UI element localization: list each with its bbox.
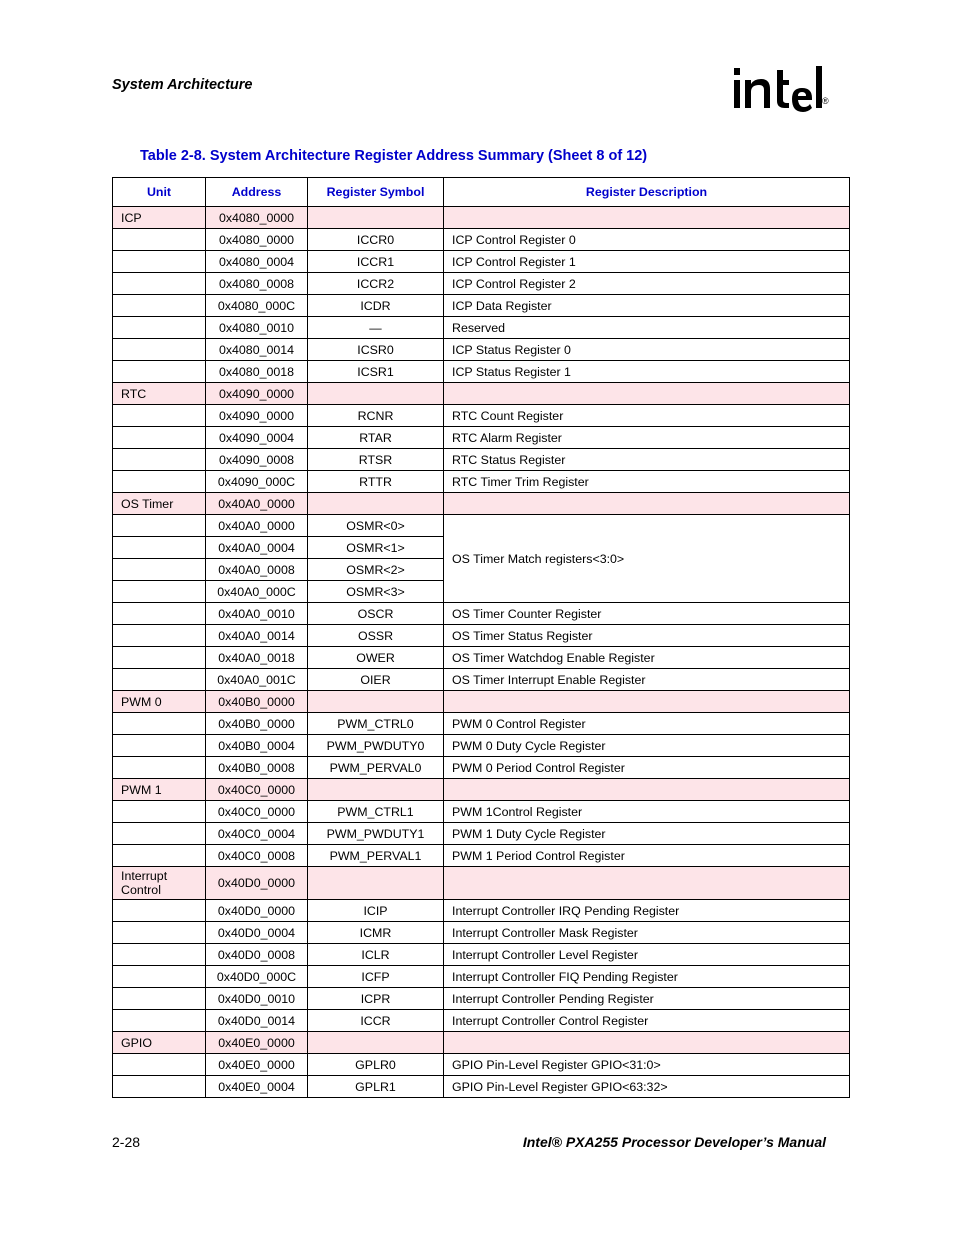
cell-register-symbol: ICCR0 — [308, 229, 444, 251]
cell-unit — [113, 405, 206, 427]
cell-address: 0x4080_0014 — [206, 339, 308, 361]
cell-address: 0x4090_0004 — [206, 427, 308, 449]
table-row — [113, 361, 850, 383]
register-table — [112, 177, 850, 1098]
cell-register-symbol: OSSR — [308, 625, 444, 647]
cell-address: 0x40B0_0000 — [206, 691, 308, 713]
cell-address: 0x40E0_0000 — [206, 1054, 308, 1076]
cell-register-symbol: OWER — [308, 647, 444, 669]
cell-address: 0x4080_0000 — [206, 229, 308, 251]
cell-address: 0x40D0_0008 — [206, 944, 308, 966]
cell-address: 0x40B0_0008 — [206, 757, 308, 779]
table-row — [113, 922, 850, 944]
cell-register-symbol: ICSR0 — [308, 339, 444, 361]
cell-address: 0x40E0_0004 — [206, 1076, 308, 1098]
cell-address: 0x4080_0010 — [206, 317, 308, 339]
cell-unit — [113, 515, 206, 537]
table-row — [113, 1076, 850, 1098]
cell-register-description: PWM 0 Control Register — [444, 713, 850, 735]
table-row — [113, 603, 850, 625]
cell-register-symbol — [308, 493, 444, 515]
cell-address: 0x4080_0008 — [206, 273, 308, 295]
cell-register-description — [444, 691, 850, 713]
cell-register-symbol — [308, 383, 444, 405]
cell-register-symbol: OSCR — [308, 603, 444, 625]
cell-register-description: GPIO Pin-Level Register GPIO<31:0> — [444, 1054, 850, 1076]
cell-unit — [113, 1076, 206, 1098]
cell-register-description: OS Timer Status Register — [444, 625, 850, 647]
manual-title: Intel® PXA255 Processor Developer’s Manual — [522, 1134, 826, 1150]
cell-register-symbol — [308, 1032, 444, 1054]
cell-unit: ICP — [113, 207, 206, 229]
cell-unit: OS Timer — [113, 493, 206, 515]
section-title: System Architecture — [112, 77, 253, 93]
cell-register-symbol: ICDR — [308, 295, 444, 317]
intel-logo — [732, 58, 832, 118]
cell-register-symbol — [308, 779, 444, 801]
cell-address: 0x40A0_0008 — [206, 559, 308, 581]
cell-address: 0x4080_000C — [206, 295, 308, 317]
cell-address: 0x4080_0000 — [206, 207, 308, 229]
cell-register-description: PWM 1Control Register — [444, 801, 850, 823]
cell-register-symbol: OSMR<3> — [308, 581, 444, 603]
cell-address: 0x4090_0000 — [206, 383, 308, 405]
cell-unit — [113, 273, 206, 295]
unit-row — [113, 867, 850, 900]
cell-address: 0x4090_000C — [206, 471, 308, 493]
cell-address: 0x40A0_0004 — [206, 537, 308, 559]
cell-register-symbol: ICMR — [308, 922, 444, 944]
cell-register-symbol: ICCR2 — [308, 273, 444, 295]
cell-register-symbol — [308, 867, 444, 900]
cell-register-symbol: ICIP — [308, 900, 444, 922]
cell-register-description: Interrupt Controller IRQ Pending Register — [444, 900, 850, 922]
cell-register-symbol: ICSR1 — [308, 361, 444, 383]
cell-unit: RTC — [113, 383, 206, 405]
table-row — [113, 900, 850, 922]
cell-unit — [113, 757, 206, 779]
cell-unit — [113, 922, 206, 944]
cell-register-description: Interrupt Controller FIQ Pending Register — [444, 966, 850, 988]
table-row — [113, 449, 850, 471]
table-row — [113, 966, 850, 988]
cell-address: 0x4080_0018 — [206, 361, 308, 383]
cell-register-description — [444, 867, 850, 900]
table-row — [113, 801, 850, 823]
table-row — [113, 669, 850, 691]
cell-address: 0x40D0_0010 — [206, 988, 308, 1010]
table-row — [113, 757, 850, 779]
table-row — [113, 647, 850, 669]
cell-unit — [113, 339, 206, 361]
table-row — [113, 1054, 850, 1076]
cell-address: 0x40A0_0000 — [206, 493, 308, 515]
cell-unit — [113, 581, 206, 603]
cell-unit: PWM 0 — [113, 691, 206, 713]
cell-unit — [113, 471, 206, 493]
cell-unit: GPIO — [113, 1032, 206, 1054]
cell-unit — [113, 361, 206, 383]
table-caption: Table 2-8. System Architecture Register Address Summary (Sheet 8 of 12) — [140, 148, 648, 164]
cell-address: 0x40A0_0000 — [206, 515, 308, 537]
cell-register-description: ICP Status Register 1 — [444, 361, 850, 383]
cell-register-symbol: OSMR<0> — [308, 515, 444, 537]
cell-register-symbol: RTTR — [308, 471, 444, 493]
cell-register-symbol: PWM_CTRL1 — [308, 801, 444, 823]
col-header-register-symbol: Register Symbol — [308, 178, 444, 207]
cell-register-description: RTC Timer Trim Register — [444, 471, 850, 493]
unit-row — [113, 691, 850, 713]
cell-register-description: OS Timer Watchdog Enable Register — [444, 647, 850, 669]
cell-unit — [113, 537, 206, 559]
cell-address: 0x40E0_0000 — [206, 1032, 308, 1054]
cell-register-symbol: ICPR — [308, 988, 444, 1010]
cell-unit: Interrupt Control — [113, 867, 206, 900]
cell-register-symbol: PWM_PERVAL0 — [308, 757, 444, 779]
cell-unit — [113, 900, 206, 922]
table-row — [113, 427, 850, 449]
cell-register-description: ICP Control Register 1 — [444, 251, 850, 273]
cell-address: 0x40A0_0018 — [206, 647, 308, 669]
cell-register-description: Reserved — [444, 317, 850, 339]
table-row — [113, 273, 850, 295]
cell-address: 0x4090_0000 — [206, 405, 308, 427]
cell-unit — [113, 823, 206, 845]
cell-unit: PWM 1 — [113, 779, 206, 801]
cell-address: 0x40C0_0000 — [206, 779, 308, 801]
cell-register-symbol: — — [308, 317, 444, 339]
registered-mark: ® — [822, 96, 829, 106]
cell-register-description: RTC Alarm Register — [444, 427, 850, 449]
cell-unit — [113, 251, 206, 273]
cell-address: 0x40A0_0014 — [206, 625, 308, 647]
cell-unit — [113, 1010, 206, 1032]
cell-register-description: GPIO Pin-Level Register GPIO<63:32> — [444, 1076, 850, 1098]
cell-address: 0x40D0_0014 — [206, 1010, 308, 1032]
table-row — [113, 339, 850, 361]
cell-register-symbol: PWM_PWDUTY1 — [308, 823, 444, 845]
cell-register-description — [444, 383, 850, 405]
cell-address: 0x40D0_0000 — [206, 867, 308, 900]
table-body — [113, 207, 850, 1098]
cell-register-symbol: RTAR — [308, 427, 444, 449]
cell-register-description — [444, 1032, 850, 1054]
cell-register-description: Interrupt Controller Pending Register — [444, 988, 850, 1010]
cell-unit — [113, 449, 206, 471]
table-row — [113, 735, 850, 757]
cell-address: 0x40A0_0010 — [206, 603, 308, 625]
cell-register-description: ICP Control Register 0 — [444, 229, 850, 251]
table-row — [113, 944, 850, 966]
table-row — [113, 405, 850, 427]
table-row — [113, 515, 850, 537]
cell-unit — [113, 1054, 206, 1076]
cell-address: 0x40C0_0008 — [206, 845, 308, 867]
cell-unit — [113, 625, 206, 647]
cell-register-description: ICP Data Register — [444, 295, 850, 317]
cell-unit — [113, 988, 206, 1010]
cell-register-symbol: RTSR — [308, 449, 444, 471]
cell-register-description: RTC Count Register — [444, 405, 850, 427]
cell-register-description: RTC Status Register — [444, 449, 850, 471]
cell-address: 0x40A0_000C — [206, 581, 308, 603]
cell-unit — [113, 944, 206, 966]
cell-register-description: OS Timer Counter Register — [444, 603, 850, 625]
table-row — [113, 471, 850, 493]
cell-unit — [113, 669, 206, 691]
col-header-address: Address — [206, 178, 308, 207]
unit-row — [113, 493, 850, 515]
cell-address: 0x4090_0008 — [206, 449, 308, 471]
cell-register-symbol: OSMR<1> — [308, 537, 444, 559]
cell-register-symbol: RCNR — [308, 405, 444, 427]
cell-unit — [113, 845, 206, 867]
cell-address: 0x40D0_0000 — [206, 900, 308, 922]
cell-register-symbol: ICLR — [308, 944, 444, 966]
page-number: 2-28 — [112, 1134, 141, 1150]
cell-register-description: PWM 0 Duty Cycle Register — [444, 735, 850, 757]
cell-unit — [113, 647, 206, 669]
cell-register-description: PWM 0 Period Control Register — [444, 757, 850, 779]
cell-register-description — [444, 779, 850, 801]
cell-address: 0x40B0_0004 — [206, 735, 308, 757]
table-row — [113, 229, 850, 251]
cell-register-description — [444, 493, 850, 515]
cell-unit — [113, 713, 206, 735]
cell-register-description: OS Timer Interrupt Enable Register — [444, 669, 850, 691]
cell-register-description: ICP Status Register 0 — [444, 339, 850, 361]
table-row — [113, 317, 850, 339]
cell-unit — [113, 559, 206, 581]
cell-register-description: ICP Control Register 2 — [444, 273, 850, 295]
cell-address: 0x40D0_000C — [206, 966, 308, 988]
cell-unit — [113, 317, 206, 339]
cell-unit — [113, 966, 206, 988]
cell-register-symbol: PWM_PWDUTY0 — [308, 735, 444, 757]
cell-register-symbol: ICCR1 — [308, 251, 444, 273]
cell-unit — [113, 603, 206, 625]
cell-address: 0x40A0_001C — [206, 669, 308, 691]
cell-unit — [113, 427, 206, 449]
cell-register-symbol: PWM_PERVAL1 — [308, 845, 444, 867]
cell-unit — [113, 735, 206, 757]
table-row — [113, 713, 850, 735]
cell-register-symbol — [308, 207, 444, 229]
cell-unit — [113, 229, 206, 251]
unit-row — [113, 779, 850, 801]
cell-address: 0x4080_0004 — [206, 251, 308, 273]
table-row — [113, 295, 850, 317]
cell-address: 0x40C0_0000 — [206, 801, 308, 823]
cell-register-symbol: GPLR0 — [308, 1054, 444, 1076]
table-row — [113, 845, 850, 867]
unit-row — [113, 1032, 850, 1054]
table-header-row — [113, 178, 850, 207]
table-row — [113, 823, 850, 845]
cell-register-symbol — [308, 691, 444, 713]
cell-address: 0x40B0_0000 — [206, 713, 308, 735]
table-row — [113, 1010, 850, 1032]
cell-register-description: PWM 1 Duty Cycle Register — [444, 823, 850, 845]
cell-register-symbol: OSMR<2> — [308, 559, 444, 581]
cell-unit — [113, 801, 206, 823]
cell-register-symbol: PWM_CTRL0 — [308, 713, 444, 735]
cell-register-description: Interrupt Controller Mask Register — [444, 922, 850, 944]
cell-register-description: Interrupt Controller Level Register — [444, 944, 850, 966]
cell-register-symbol: GPLR1 — [308, 1076, 444, 1098]
table-row — [113, 251, 850, 273]
cell-address: 0x40D0_0004 — [206, 922, 308, 944]
col-header-unit: Unit — [113, 178, 206, 207]
cell-address: 0x40C0_0004 — [206, 823, 308, 845]
cell-register-symbol: ICFP — [308, 966, 444, 988]
cell-register-description: OS Timer Match registers<3:0> — [444, 515, 850, 603]
cell-register-symbol: ICCR — [308, 1010, 444, 1032]
unit-row — [113, 383, 850, 405]
cell-register-description — [444, 207, 850, 229]
cell-register-symbol: OIER — [308, 669, 444, 691]
cell-register-description: PWM 1 Period Control Register — [444, 845, 850, 867]
cell-unit — [113, 295, 206, 317]
table-row — [113, 988, 850, 1010]
table-row — [113, 625, 850, 647]
intel-logo-graphic — [732, 58, 832, 118]
col-header-register-description: Register Description — [444, 178, 850, 207]
unit-row — [113, 207, 850, 229]
cell-register-description: Interrupt Controller Control Register — [444, 1010, 850, 1032]
